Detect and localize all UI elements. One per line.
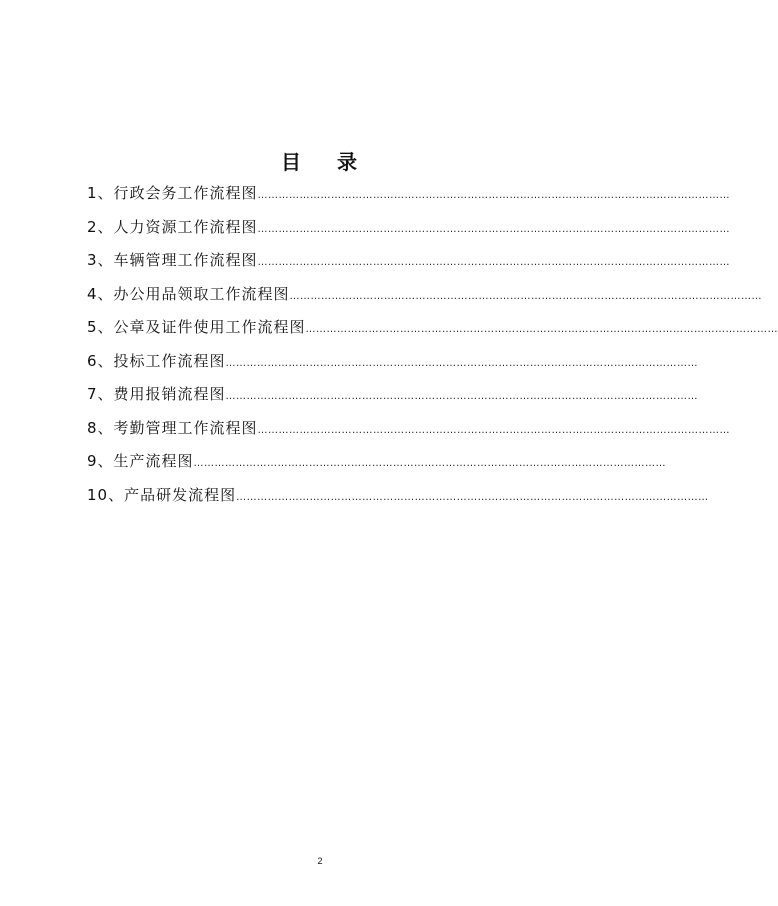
toc-entry[interactable] [87,315,778,349]
toc-entry[interactable] [87,215,731,249]
toc-entry-label: 1、行政会务工作流程图 [87,184,258,202]
toc-entry-label: 6、投标工作流程图 [87,351,226,370]
title-char-2: 录 [337,150,359,174]
toc-entry-label: 3、车辆管理工作流程图 [87,251,258,269]
toc-leader-dots: ……………………………………………………………………………………………………………………… [257,424,731,436]
toc-entry-label: 7、费用报销流程图 [87,385,226,403]
toc-entry[interactable] [87,416,731,450]
toc-leader-dots: ……………………………………………………………………………………………………………………… [305,324,778,335]
toc-entry[interactable] [87,248,731,282]
toc-entry-label: 2、人力资源工作流程图 [87,217,258,236]
toc-entry[interactable] [87,282,763,316]
toc-leader-dots: ……………………………………………………………………………………………………………………… [257,190,731,201]
toc-entry-label: 5、公章及证件使用工作流程图 [87,318,306,336]
toc-leader-dots: ……………………………………………………………………………………………………………………… [257,223,731,235]
toc-leader-dots: ……………………………………………………………………………………………………………………… [289,290,763,302]
toc-entry[interactable] [87,449,667,483]
toc-entry[interactable] [87,181,731,215]
toc-leader-dots: ……………………………………………………………………………………………………………………… [225,391,699,402]
table-of-contents [87,181,778,516]
toc-entry[interactable] [87,382,699,416]
toc-leader-dots: ……………………………………………………………………………………………………………………… [193,458,667,469]
toc-leader-dots: ……………………………………………………………………………………………………………………… [225,357,699,369]
toc-entry[interactable] [87,349,699,383]
page-title [0,146,640,175]
toc-leader-dots: ……………………………………………………………………………………………………………………… [236,491,709,503]
toc-entry-label: 8、考勤管理工作流程图 [87,418,258,437]
toc-entry-label: 9、生产流程图 [87,452,194,470]
toc-leader-dots: ……………………………………………………………………………………………………………………… [257,257,731,268]
toc-entry-label: 10、产品研发流程图 [87,485,237,504]
toc-entry-label: 4、办公用品领取工作流程图 [87,284,290,303]
toc-entry[interactable] [87,483,709,517]
page-number: 2 [317,856,323,866]
title-char-1: 目 [281,150,303,174]
